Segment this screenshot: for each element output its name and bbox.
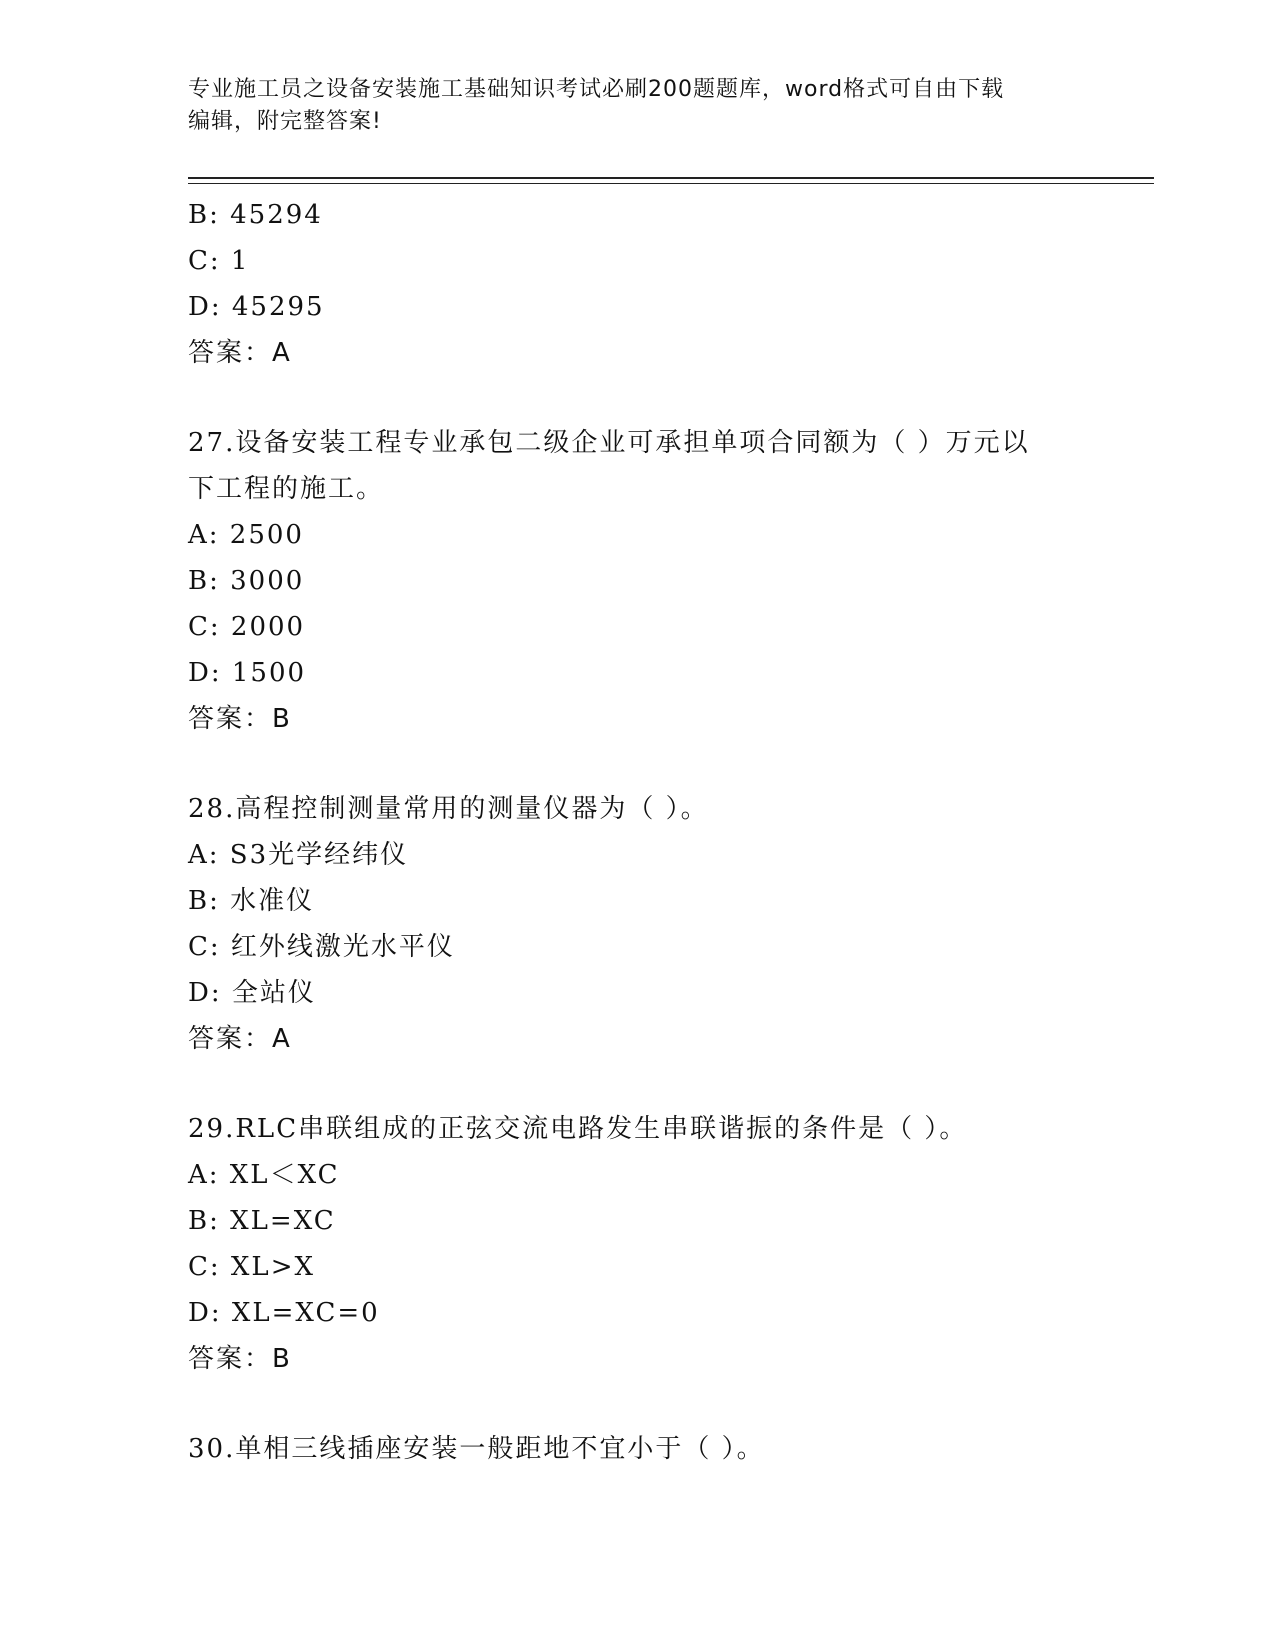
option-b: B: 45294 [188,200,323,230]
option-c: C: 红外线激光水平仪 [188,932,455,962]
question-text: 28.高程控制测量常用的测量仪器为（ ）。 [188,794,709,824]
header-line-2: 编辑，附完整答案! [188,109,382,134]
question-content [188,192,1088,1472]
answer: 答案：A [188,338,292,368]
option-c: C: 2000 [188,612,306,642]
question-text-cont: 下工程的施工。 [188,474,385,504]
option-b: B: XL=XC [188,1206,336,1236]
question-30 [188,1426,1088,1472]
question-27 [188,420,1088,742]
option-a: A: XL＜XC [188,1160,340,1190]
answer: 答案：A [188,1024,292,1054]
question-28 [188,786,1088,1062]
answer: 答案：B [188,704,292,734]
header-rule-thick [188,177,1154,179]
option-d: D: 全站仪 [188,978,316,1008]
header-rule-thin [188,183,1154,184]
option-a: A: 2500 [188,520,304,550]
question-text: 29.RLC串联组成的正弦交流电路发生串联谐振的条件是（ ）。 [188,1114,968,1144]
answer: 答案：B [188,1344,292,1374]
header-line-1: 专业施工员之设备安装施工基础知识考试必刷200题题库，word格式可自由下载 [188,77,1005,102]
document-header [188,74,1088,138]
question-text: 27.设备安装工程专业承包二级企业可承担单项合同额为（ ）万元以 [188,428,1030,458]
option-b: B: 水准仪 [188,886,315,916]
option-d: D: 1500 [188,658,307,688]
question-29 [188,1106,1088,1382]
option-b: B: 3000 [188,566,305,596]
option-a: A: S3光学经纬仪 [188,840,409,870]
option-d: D: XL=XC=0 [188,1298,380,1328]
option-c: C: XL>X [188,1252,315,1282]
option-d: D: 45295 [188,292,325,322]
prev-question-block [188,192,1088,376]
option-c: C: 1 [188,246,250,276]
question-text: 30.单相三线插座安装一般距地不宜小于（ ）。 [188,1434,765,1464]
